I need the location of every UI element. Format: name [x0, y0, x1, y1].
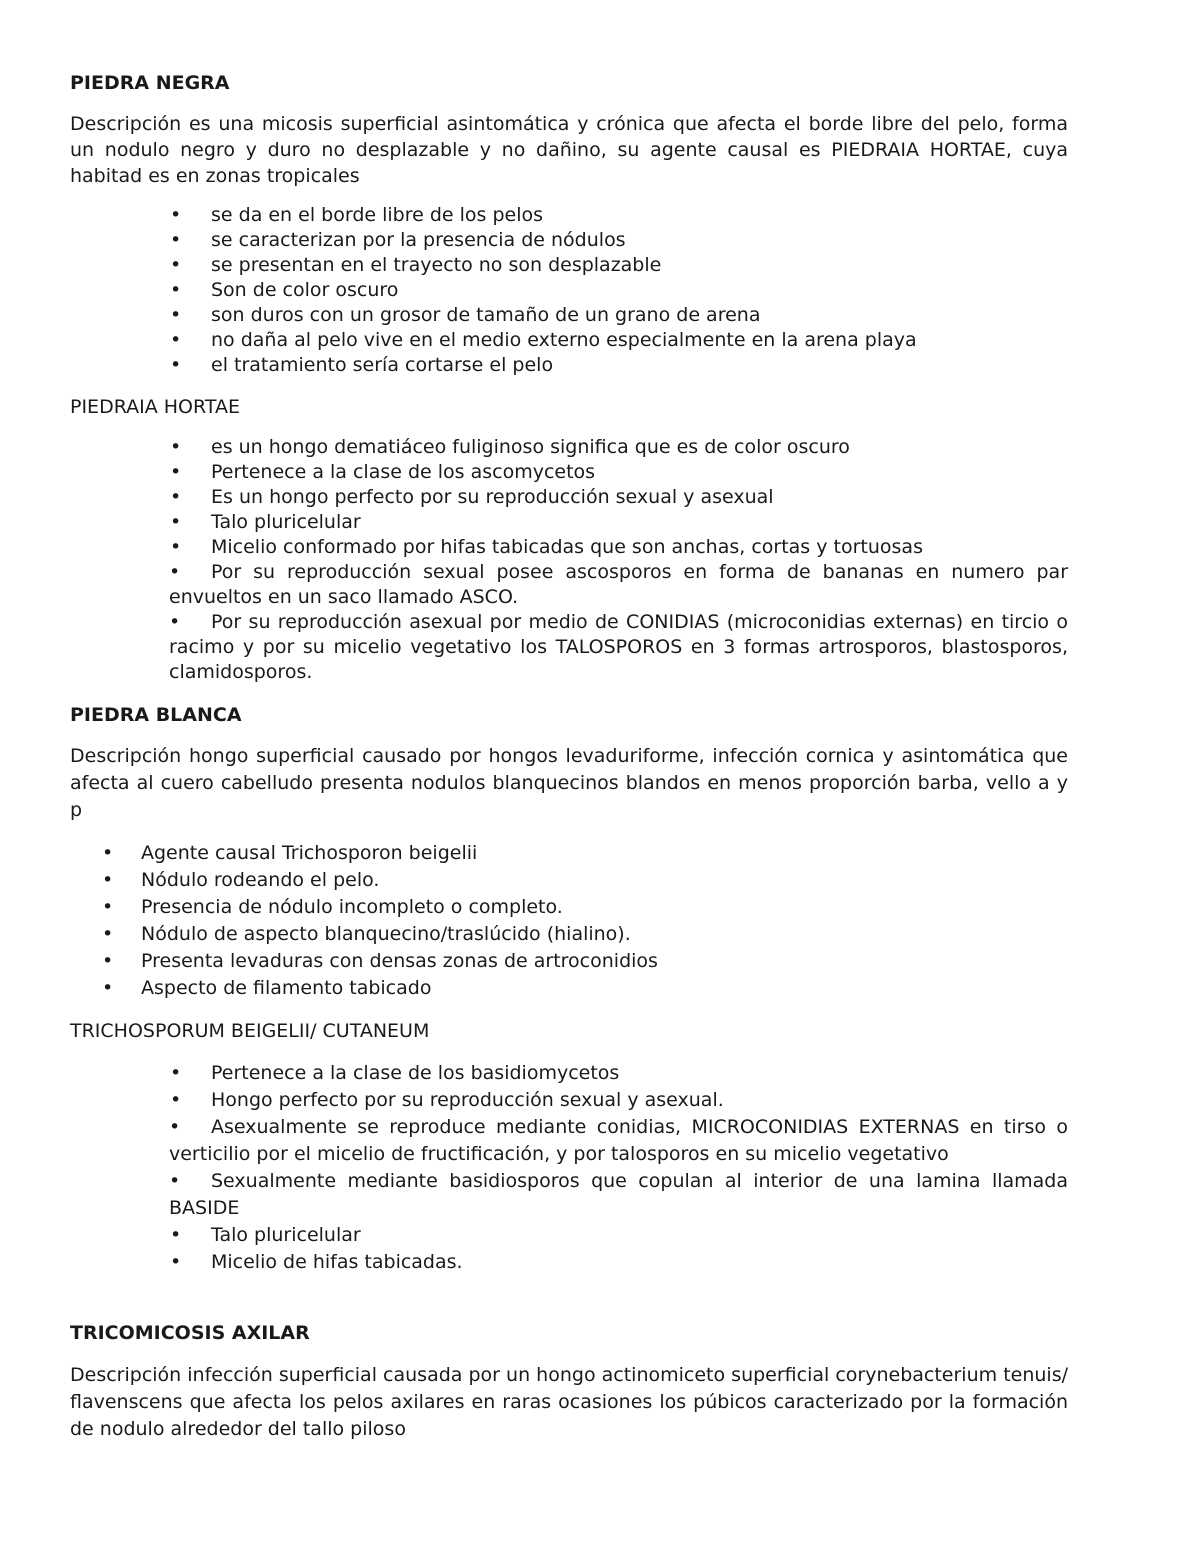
list-item: • Talo pluricelular: [70, 1222, 1068, 1249]
description-piedra-negra: Descripción es una micosis superficial asintomática y crónica que afecta el borde libre del pelo, forma un nodulo negro y duro no desplazable y no dañino, su agente causal es PIEDRAIA HORTAE, cuya habitad es en zonas tropicales: [70, 113, 1068, 187]
list-item: • Agente causal Trichosporon beigelii: [70, 840, 1068, 867]
list-item: [70, 1168, 1068, 1222]
section-title-piedra-negra: PIEDRA NEGRA: [70, 72, 230, 94]
list-item: • es un hongo dematiáceo fuliginoso significa que es de color oscuro: [70, 435, 1068, 460]
subheading-piedraia-hortae: PIEDRAIA HORTAE: [70, 396, 240, 418]
bullet-glyph: •: [169, 1170, 181, 1192]
list-item: • se caracterizan por la presencia de nódulos: [70, 228, 1068, 253]
bullet-list-trichosporum: [70, 1060, 1068, 1276]
bullet-glyph: •: [169, 561, 181, 583]
bullet-glyph: •: [169, 1116, 181, 1138]
list-item: [70, 1114, 1068, 1168]
list-item: • Nódulo de aspecto blanquecino/traslúcido (hialino).: [70, 921, 1068, 948]
list-item: • Hongo perfecto por su reproducción sexual y asexual.: [70, 1087, 1068, 1114]
description-tricomicosis: Descripción infección superficial causada por un hongo actinomiceto superficial corynebacterium tenuis/ flavenscens que afecta los pelos axilares en raras ocasiones los púbicos caracterizado por la formación de nodulo alrededor del tallo piloso: [70, 1364, 1068, 1440]
list-item: • Talo pluricelular: [70, 510, 1068, 535]
list-item: • Presenta levaduras con densas zonas de artroconidios: [70, 948, 1068, 975]
list-item: [70, 560, 1068, 610]
list-item: • Pertenece a la clase de los basidiomycetos: [70, 1060, 1068, 1087]
list-item: • Es un hongo perfecto por su reproducción sexual y asexual: [70, 485, 1068, 510]
bullet-list-piedra-negra: [70, 203, 1068, 378]
list-item: • son duros con un grosor de tamaño de un grano de arena: [70, 303, 1068, 328]
list-item: • no daña al pelo vive en el medio externo especialmente en la arena playa: [70, 328, 1068, 353]
list-item: • el tratamiento sería cortarse el pelo: [70, 353, 1068, 378]
bullet-list-piedra-blanca: [70, 840, 1068, 1002]
list-item: • Son de color oscuro: [70, 278, 1068, 303]
bullet-glyph: •: [169, 611, 181, 633]
list-item: • Aspecto de filamento tabicado: [70, 975, 1068, 1002]
list-item-text: Por su reproducción asexual por medio de CONIDIAS (microconidias externas) en tircio o racimo y por su micelio vegetativo los TALOSPOROS en 3 formas artrosporos, blastosporos, clamidosporos.: [169, 611, 1068, 683]
list-item: • se da en el borde libre de los pelos: [70, 203, 1068, 228]
list-item: • se presentan en el trayecto no son desplazable: [70, 253, 1068, 278]
section-title-piedra-blanca: PIEDRA BLANCA: [70, 704, 242, 726]
list-item: • Pertenece a la clase de los ascomycetos: [70, 460, 1068, 485]
list-item-text: Asexualmente se reproduce mediante conidias, MICROCONIDIAS EXTERNAS en tirso o verticilio por el micelio de fructificación, y por talosporos en su micelio vegetativo: [169, 1116, 1068, 1165]
bullet-list-piedraia-hortae: [70, 435, 1068, 685]
subheading-trichosporum: TRICHOSPORUM BEIGELII/ CUTANEUM: [70, 1020, 430, 1042]
list-item-text: Por su reproducción sexual posee ascosporos en forma de bananas en numero par envueltos en un saco llamado ASCO.: [169, 561, 1068, 608]
list-item: • Micelio de hifas tabicadas.: [70, 1249, 1068, 1276]
description-piedra-blanca: Descripción hongo superficial causado por hongos levaduriforme, infección cornica y asintomática que afecta al cuero cabelludo presenta nodulos blanquecinos blandos en menos proporción barba, vello a y p: [70, 745, 1068, 821]
list-item: • Nódulo rodeando el pelo.: [70, 867, 1068, 894]
list-item: • Presencia de nódulo incompleto o completo.: [70, 894, 1068, 921]
list-item-text: Sexualmente mediante basidiosporos que copulan al interior de una lamina llamada BASIDE: [169, 1170, 1068, 1219]
section-title-tricomicosis: TRICOMICOSIS AXILAR: [70, 1322, 310, 1344]
list-item: • Micelio conformado por hifas tabicadas que son anchas, cortas y tortuosas: [70, 535, 1068, 560]
list-item: [70, 610, 1068, 685]
